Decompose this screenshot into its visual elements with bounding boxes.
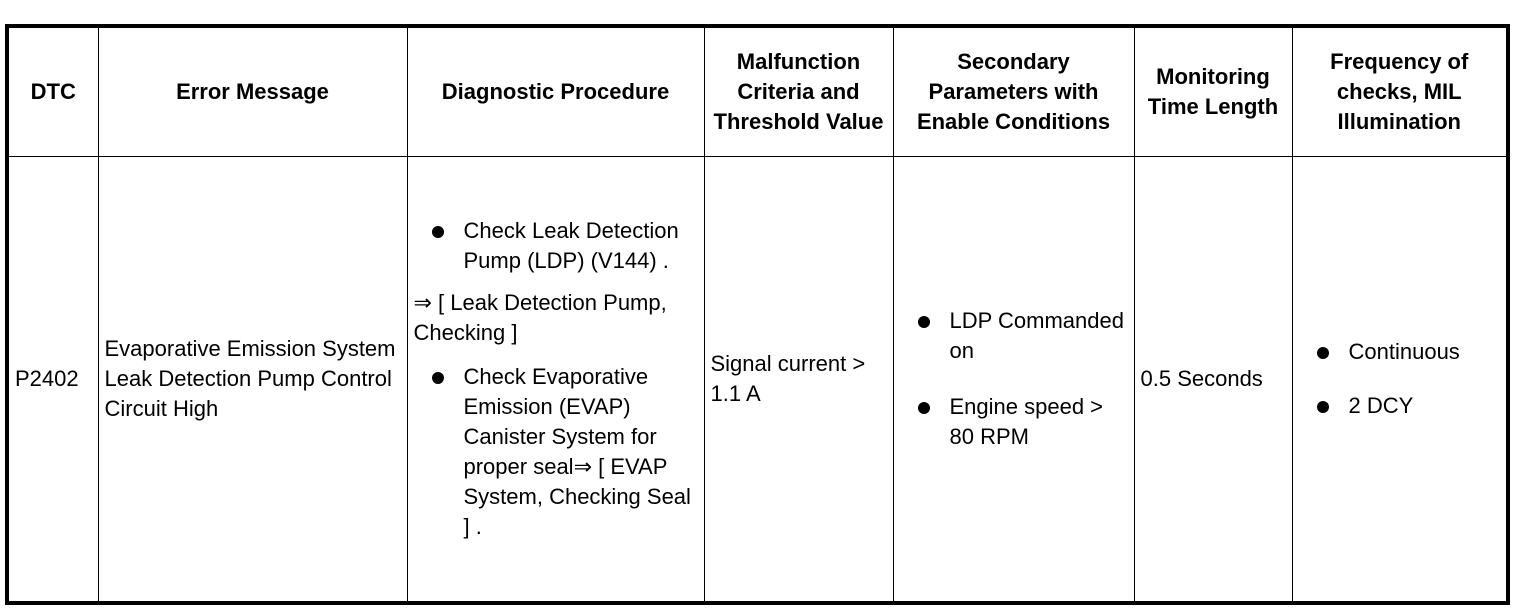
header-diagnostic-procedure: Diagnostic Procedure [407, 26, 704, 157]
secondary-item-ldp: LDP Commanded on [900, 306, 1128, 366]
secondary-item-engine-speed: Engine speed > 80 RPM [900, 392, 1128, 452]
cell-malfunction-criteria: Signal current > 1.1 A [704, 157, 893, 604]
header-malfunction-criteria: Malfunction Criteria and Threshold Value [704, 26, 893, 157]
table-row [7, 157, 1508, 604]
header-frequency: Frequency of checks, MIL Illumination [1292, 26, 1508, 157]
header-monitoring-time: Monitoring Time Length [1134, 26, 1292, 157]
cell-dtc-code: P2402 [7, 157, 98, 604]
procedure-list-1 [414, 216, 698, 276]
cell-frequency [1292, 157, 1508, 604]
frequency-item-continuous: Continuous [1299, 337, 1501, 367]
header-dtc: DTC [7, 26, 98, 157]
cell-monitoring-time: 0.5 Seconds [1134, 157, 1292, 604]
dtc-table [5, 24, 1510, 605]
header-secondary-parameters: Secondary Parameters with Enable Conditions [893, 26, 1134, 157]
frequency-item-dcy: 2 DCY [1299, 391, 1501, 421]
header-row [7, 26, 1508, 157]
cell-error-message: Evaporative Emission System Leak Detection Pump Control Circuit High [98, 157, 407, 604]
frequency-list [1299, 337, 1501, 421]
header-error-message: Error Message [98, 26, 407, 157]
cell-diagnostic-procedure [407, 157, 704, 604]
procedure-step-1: Check Leak Detection Pump (LDP) (V144) . [414, 216, 698, 276]
cell-secondary-parameters [893, 157, 1134, 604]
procedure-link[interactable]: ⇒ [ Leak Detection Pump, Checking ] [413, 290, 667, 345]
procedure-list-2 [414, 362, 698, 542]
secondary-list [900, 306, 1128, 452]
procedure-step-2: Check Evaporative Emission (EVAP) Canister System for proper seal⇒ [ EVAP System, Checking Seal ] . [414, 362, 698, 542]
